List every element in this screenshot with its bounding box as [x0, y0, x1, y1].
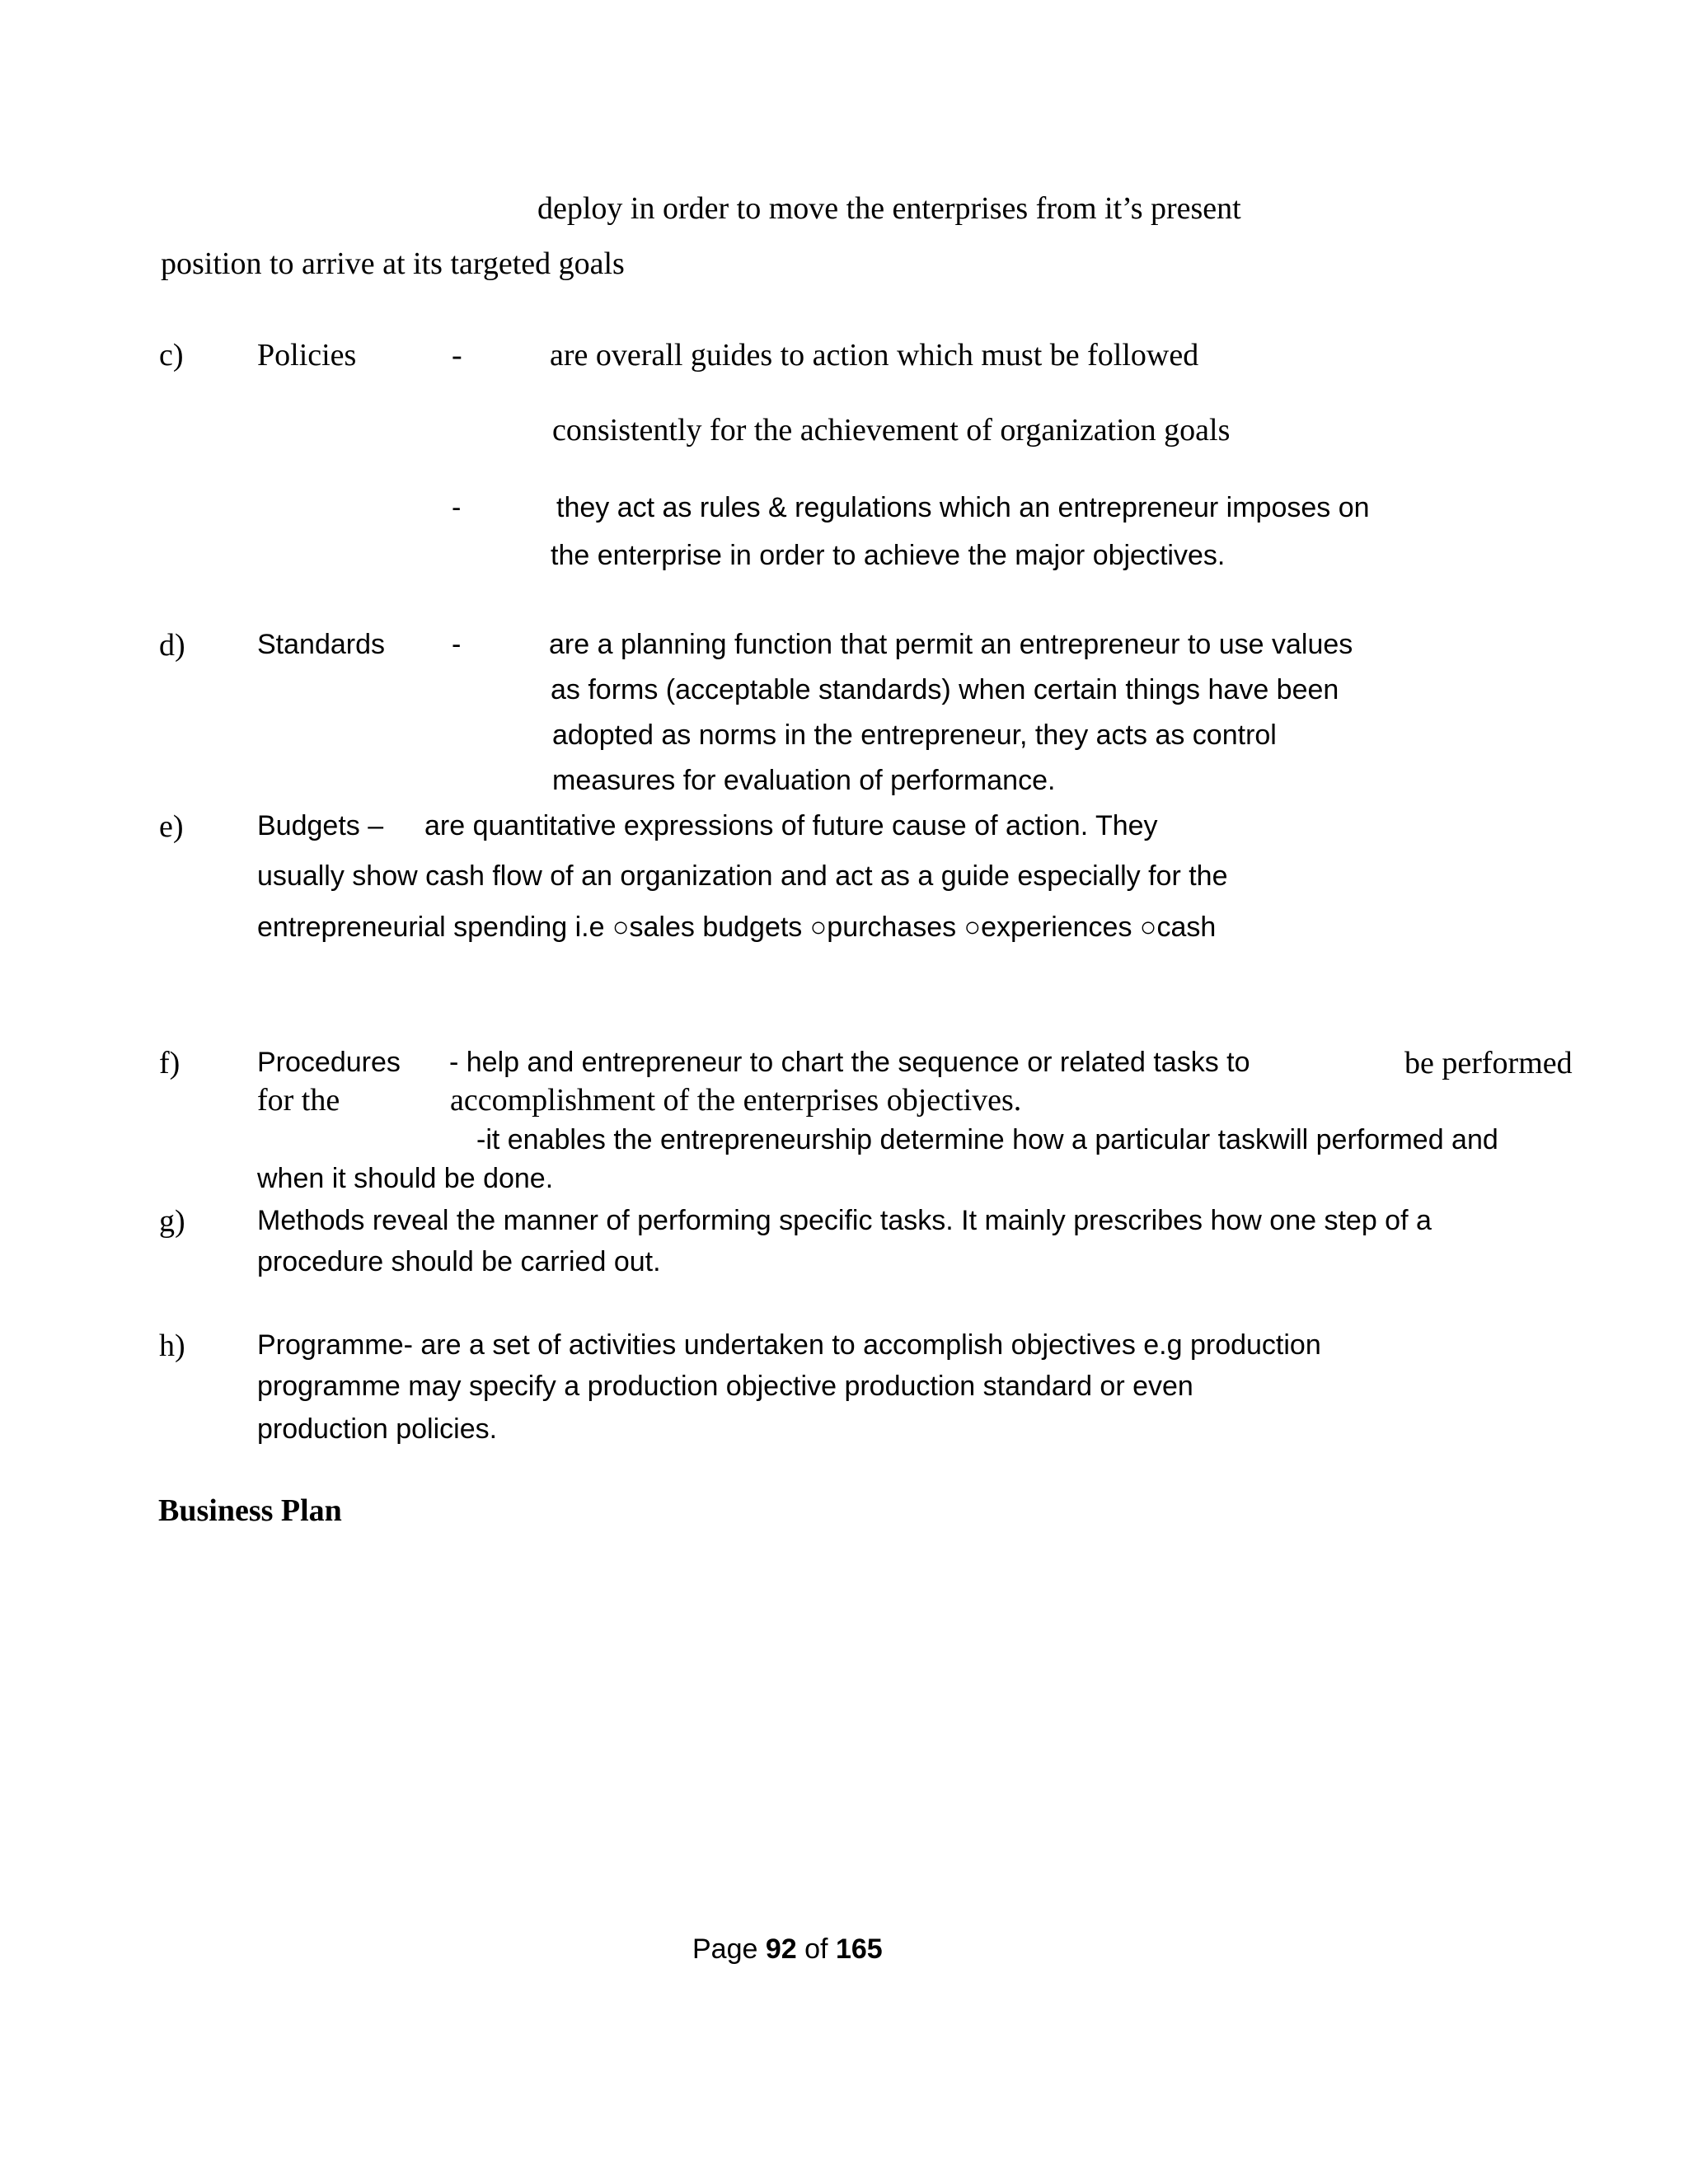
- item-letter-g: g): [159, 1204, 185, 1239]
- standards-line-2: as forms (acceptable standards) when certain things have been: [551, 674, 1339, 705]
- budgets-line-1: are quantitative expressions of future cause of action. They: [424, 810, 1158, 841]
- procedures-line-3: -it enables the entrepreneurship determine how a particular taskwill performed and: [476, 1124, 1498, 1155]
- policies-desc-1-line-2: consistently for the achievement of organization goals: [552, 413, 1231, 448]
- procedures-line-4: when it should be done.: [257, 1163, 554, 1194]
- item-dash: -: [452, 492, 462, 523]
- page-total: 165: [835, 1933, 883, 1965]
- item-letter-f: f): [159, 1046, 181, 1080]
- item-term-policies: Policies: [257, 338, 357, 373]
- programme-line-1: Programme- are a set of activities undertaken to accomplish objectives e.g production: [257, 1329, 1321, 1361]
- budgets-line-2: usually show cash flow of an organization and act as a guide especially for the: [257, 860, 1228, 892]
- page-number: 92: [765, 1933, 797, 1965]
- standards-line-4: measures for evaluation of performance.: [552, 765, 1056, 796]
- procedures-line-2: accomplishment of the enterprises objectives.: [450, 1083, 1022, 1118]
- section-heading: Business Plan: [158, 1493, 342, 1528]
- item-term-budgets: Budgets –: [257, 810, 384, 841]
- item-letter-d: d): [159, 628, 185, 663]
- item-dash: -: [452, 338, 462, 373]
- methods-line-2: procedure should be carried out.: [257, 1246, 661, 1277]
- item-dash: -: [452, 629, 462, 660]
- standards-line-3: adopted as norms in the entrepreneur, they acts as control: [552, 719, 1277, 751]
- programme-line-2: programme may specify a production objective production standard or even: [257, 1371, 1193, 1402]
- methods-line-1: Methods reveal the manner of performing specific tasks. It mainly prescribes how one step of a: [257, 1205, 1432, 1236]
- standards-line-1: are a planning function that permit an entrepreneur to use values: [549, 629, 1353, 660]
- item-term-standards: Standards: [257, 629, 385, 660]
- procedures-line-1-end: be performed: [1404, 1046, 1573, 1080]
- intro-line-1: deploy in order to move the enterprises from it’s present: [537, 191, 1241, 226]
- item-term-procedures: Procedures: [257, 1047, 401, 1078]
- budgets-line-3: entrepreneurial spending i.e ○sales budgets ○purchases ○experiences ○cash: [257, 912, 1217, 943]
- page-footer: [692, 1935, 883, 1963]
- procedures-line-1: - help and entrepreneur to chart the sequence or related tasks to: [449, 1047, 1250, 1078]
- policies-desc-2-line-1: they act as rules & regulations which an entrepreneur imposes on: [556, 492, 1370, 523]
- programme-line-3: production policies.: [257, 1413, 498, 1445]
- item-letter-h: h): [159, 1329, 185, 1363]
- procedures-line-2-start: for the: [257, 1083, 340, 1118]
- page-word: Page: [692, 1933, 758, 1965]
- item-letter-c: c): [159, 338, 184, 373]
- policies-desc-2-line-2: the enterprise in order to achieve the major objectives.: [551, 540, 1226, 571]
- policies-desc-1-line-1: are overall guides to action which must be followed: [550, 338, 1199, 373]
- item-letter-e: e): [159, 809, 184, 844]
- of-word: of: [804, 1933, 828, 1965]
- intro-line-2: position to arrive at its targeted goals: [161, 246, 625, 281]
